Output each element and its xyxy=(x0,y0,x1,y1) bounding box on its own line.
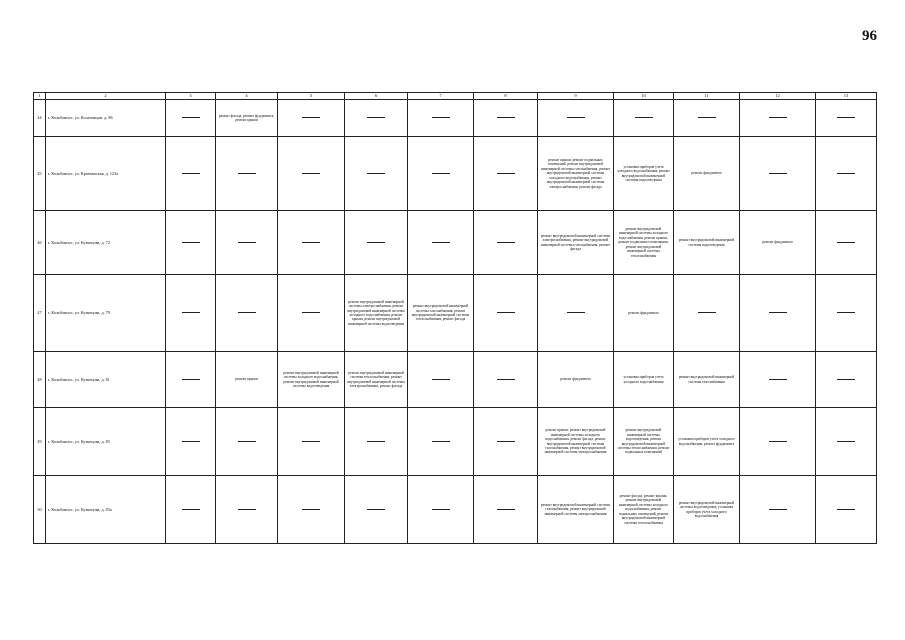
work-cell xyxy=(408,476,474,544)
work-cell xyxy=(408,100,474,137)
empty-dash xyxy=(182,509,200,510)
empty-dash xyxy=(302,173,320,174)
empty-dash xyxy=(238,173,256,174)
work-cell xyxy=(674,275,740,352)
work-cell: ремонт внутридомовой инженерной системы теплоснабжения, ремонт внутридомовой инженерной системы электроснабжения, ремонт фасада xyxy=(345,352,408,408)
empty-dash xyxy=(182,441,200,442)
empty-dash xyxy=(432,117,450,118)
empty-dash xyxy=(302,117,320,118)
work-cell: ремонт внутридомовой инженерной системы холодного водоснабжения, ремонт крыши, ремонт подвального помещения, ремонт внутридомовой инженерной системы теплоснабжения xyxy=(614,211,674,275)
empty-dash xyxy=(635,117,653,118)
empty-dash xyxy=(182,117,200,118)
row-address: г. Кольбонпос, ул. Кузнецова, д. 72 xyxy=(46,211,166,275)
work-cell xyxy=(345,137,408,211)
work-cell: установка приборов учета холодного водоснабжения, ремонт внутридомовой инженерной системы водоотведения xyxy=(614,137,674,211)
empty-dash xyxy=(238,441,256,442)
work-cell xyxy=(408,352,474,408)
empty-dash xyxy=(367,242,385,243)
column-header-2: 2 xyxy=(46,93,166,100)
empty-dash xyxy=(497,173,515,174)
work-cell: ремонт внутридомовой инженерной системы водоотведения xyxy=(674,211,740,275)
work-cell xyxy=(816,211,877,275)
empty-dash xyxy=(567,312,585,313)
empty-dash xyxy=(497,117,515,118)
table-row xyxy=(34,275,877,352)
work-cell xyxy=(166,100,216,137)
empty-dash xyxy=(182,173,200,174)
work-cell: ремонт крыши, ремонт внутридомовой инженерной системы холодного водоснабжения, ремонт фасада, ремонт внутридомовой инженерной системы газоснабжения, ремонт внутридомовой инженерной системы электроснабжения xyxy=(538,408,614,476)
work-cell xyxy=(474,137,538,211)
work-cell: ремонт внутридомовой инженерной системы газоснабжения, ремонт внутридомовой инженерной системы электроснабжения xyxy=(538,476,614,544)
row-address: г. Кольбонпос, ул. Кузнецова, д. 81 xyxy=(46,352,166,408)
work-cell xyxy=(278,476,345,544)
work-cell xyxy=(816,100,877,137)
empty-dash xyxy=(302,312,320,313)
work-cell xyxy=(740,100,816,137)
empty-dash xyxy=(432,379,450,380)
empty-dash xyxy=(367,509,385,510)
empty-dash xyxy=(432,441,450,442)
work-cell xyxy=(278,275,345,352)
empty-dash xyxy=(567,117,585,118)
work-cell xyxy=(166,408,216,476)
work-cell: ремонт внутридомовой инженерной системы водоотведения, установка приборов учета холодного водоснабжения xyxy=(674,476,740,544)
work-cell xyxy=(216,476,278,544)
empty-dash xyxy=(497,509,515,510)
work-cell xyxy=(278,408,345,476)
work-cell xyxy=(408,137,474,211)
work-cell xyxy=(474,476,538,544)
column-header-13: 13 xyxy=(816,93,877,100)
empty-dash xyxy=(837,312,855,313)
table-row xyxy=(34,352,877,408)
empty-dash xyxy=(182,379,200,380)
table-header xyxy=(34,93,877,100)
row-number: 48 xyxy=(34,352,46,408)
work-cell xyxy=(278,100,345,137)
work-cell: ремонт внутридомовой инженерной системы водоотведения, ремонт внутридомовой инженерной системы теплоснабжения, ремонт подвальных помещений xyxy=(614,408,674,476)
empty-dash xyxy=(302,242,320,243)
column-header-12: 12 xyxy=(740,93,816,100)
work-cell xyxy=(474,211,538,275)
row-address: г. Кольбонпос, ул. Колатенции, д. 86 xyxy=(46,100,166,137)
work-cell: ремонт внутридомовой инженерной системы газоснабжения, ремонт внутридомовой инженерной системы теплоснабжения, ремонт фасада xyxy=(408,275,474,352)
work-cell xyxy=(816,137,877,211)
page-number: 96 xyxy=(862,28,877,44)
work-cell xyxy=(345,100,408,137)
column-header-8: 8 xyxy=(474,93,538,100)
work-cell: ремонт фасада, ремонт фундамента, ремонт крыши xyxy=(216,100,278,137)
row-number: 49 xyxy=(34,408,46,476)
work-cell: ремонт внутридомовой инженерной системы холодного водоснабжения, ремонт внутридомовой инженерной системы водоотведения xyxy=(278,352,345,408)
work-cell: ремонт фундамента xyxy=(740,211,816,275)
column-header-5: 5 xyxy=(278,93,345,100)
work-cell xyxy=(166,352,216,408)
row-number: 45 xyxy=(34,137,46,211)
work-cell xyxy=(740,476,816,544)
work-cell xyxy=(816,352,877,408)
row-address: г. Кольбонпос, ул. Кузнецова, д. 83а xyxy=(46,476,166,544)
work-cell xyxy=(345,211,408,275)
work-cell: ремонт фундамента xyxy=(674,137,740,211)
table-row xyxy=(34,408,877,476)
work-cell xyxy=(816,408,877,476)
schedule-table-wrapper xyxy=(33,92,876,544)
work-cell xyxy=(216,137,278,211)
work-cell xyxy=(674,100,740,137)
work-cell xyxy=(474,100,538,137)
work-cell: ремонт фундамента xyxy=(614,275,674,352)
column-header-7: 7 xyxy=(408,93,474,100)
column-header-6: 6 xyxy=(345,93,408,100)
empty-dash xyxy=(497,312,515,313)
work-cell: ремонт внутридомовой инженерной системы электроснабжения, ремонт внутридомовой инженерной системы холодного водоснабжения, ремонт крыши, ремонт внутридомовой инженерной системы водоотведения xyxy=(345,275,408,352)
work-cell xyxy=(345,408,408,476)
work-cell xyxy=(740,275,816,352)
work-cell xyxy=(614,100,674,137)
empty-dash xyxy=(497,242,515,243)
table-row xyxy=(34,476,877,544)
work-cell xyxy=(816,275,877,352)
empty-dash xyxy=(182,312,200,313)
table-row xyxy=(34,100,877,137)
empty-dash xyxy=(769,173,787,174)
work-cell xyxy=(408,408,474,476)
empty-dash xyxy=(432,173,450,174)
work-cell: ремонт внутридомовой инженерной системы газоснабжения xyxy=(674,352,740,408)
empty-dash xyxy=(182,242,200,243)
work-cell: установка приборов учета холодного водоснабжения xyxy=(614,352,674,408)
empty-dash xyxy=(837,441,855,442)
work-cell xyxy=(345,476,408,544)
empty-dash xyxy=(497,379,515,380)
work-cell xyxy=(538,275,614,352)
row-address: г. Кольбонпос, ул. Кузнецова, д. 79 xyxy=(46,275,166,352)
work-cell xyxy=(740,137,816,211)
row-number: 47 xyxy=(34,275,46,352)
empty-dash xyxy=(769,312,787,313)
row-number: 44 xyxy=(34,100,46,137)
empty-dash xyxy=(837,509,855,510)
column-header-1: 1 xyxy=(34,93,46,100)
work-cell xyxy=(278,211,345,275)
empty-dash xyxy=(367,117,385,118)
work-cell xyxy=(166,211,216,275)
work-cell xyxy=(408,211,474,275)
empty-dash xyxy=(432,242,450,243)
empty-dash xyxy=(497,441,515,442)
work-cell xyxy=(816,476,877,544)
empty-dash xyxy=(238,242,256,243)
empty-dash xyxy=(837,173,855,174)
table-row xyxy=(34,137,877,211)
column-header-9: 9 xyxy=(538,93,614,100)
work-cell xyxy=(216,211,278,275)
empty-dash xyxy=(837,117,855,118)
column-header-4: 4 xyxy=(216,93,278,100)
row-address: г. Кольбонпос, ул. Кузнецова, д. 83 xyxy=(46,408,166,476)
work-cell: ремонт фундамента xyxy=(538,352,614,408)
work-cell xyxy=(166,275,216,352)
work-cell xyxy=(474,275,538,352)
work-cell: ремонт фасада, ремонт крыши, ремонт внутридомовой инженерной системы холодного водоснабжения, ремонт подвальных помещений, ремонт внутридомовой инженерной системы теплоснабжения xyxy=(614,476,674,544)
empty-dash xyxy=(769,117,787,118)
column-header-11: 11 xyxy=(674,93,740,100)
schedule-table xyxy=(33,92,877,544)
work-cell: установка приборов учета холодного водоснабжения, ремонт фундамента xyxy=(674,408,740,476)
empty-dash xyxy=(367,441,385,442)
work-cell xyxy=(740,408,816,476)
work-cell xyxy=(216,408,278,476)
work-cell xyxy=(740,352,816,408)
work-cell xyxy=(166,137,216,211)
work-cell xyxy=(474,408,538,476)
empty-dash xyxy=(238,312,256,313)
work-cell: ремонт внутридомовой инженерной системы электроснабжения, ремонт внутридомовой инженерной системы газоснабжения, ремонт фасада xyxy=(538,211,614,275)
table-body xyxy=(34,100,877,544)
work-cell: ремонт крыши, ремонт подвальных помещений, ремонт внутридомовой инженерной системы газоснабжения, ремонт внутридомовой инженерной системы холодного водоснабжения, ремонт внутридомовой инженерной системы электроснабжения, ремонт фасада xyxy=(538,137,614,211)
work-cell xyxy=(278,137,345,211)
empty-dash xyxy=(302,509,320,510)
empty-dash xyxy=(698,312,716,313)
empty-dash xyxy=(302,441,320,442)
work-cell xyxy=(216,275,278,352)
row-number: 46 xyxy=(34,211,46,275)
row-number: 50 xyxy=(34,476,46,544)
work-cell xyxy=(474,352,538,408)
empty-dash xyxy=(769,509,787,510)
column-header-10: 10 xyxy=(614,93,674,100)
empty-dash xyxy=(238,509,256,510)
empty-dash xyxy=(698,117,716,118)
header-row xyxy=(34,93,877,100)
work-cell: ремонт крыши xyxy=(216,352,278,408)
empty-dash xyxy=(837,242,855,243)
empty-dash xyxy=(837,379,855,380)
table-row xyxy=(34,211,877,275)
empty-dash xyxy=(769,379,787,380)
work-cell xyxy=(538,100,614,137)
empty-dash xyxy=(769,441,787,442)
row-address: г. Кольбонпос, ул. Кратевжская, д. 123а xyxy=(46,137,166,211)
empty-dash xyxy=(432,509,450,510)
empty-dash xyxy=(367,173,385,174)
work-cell xyxy=(166,476,216,544)
column-header-3: 3 xyxy=(166,93,216,100)
